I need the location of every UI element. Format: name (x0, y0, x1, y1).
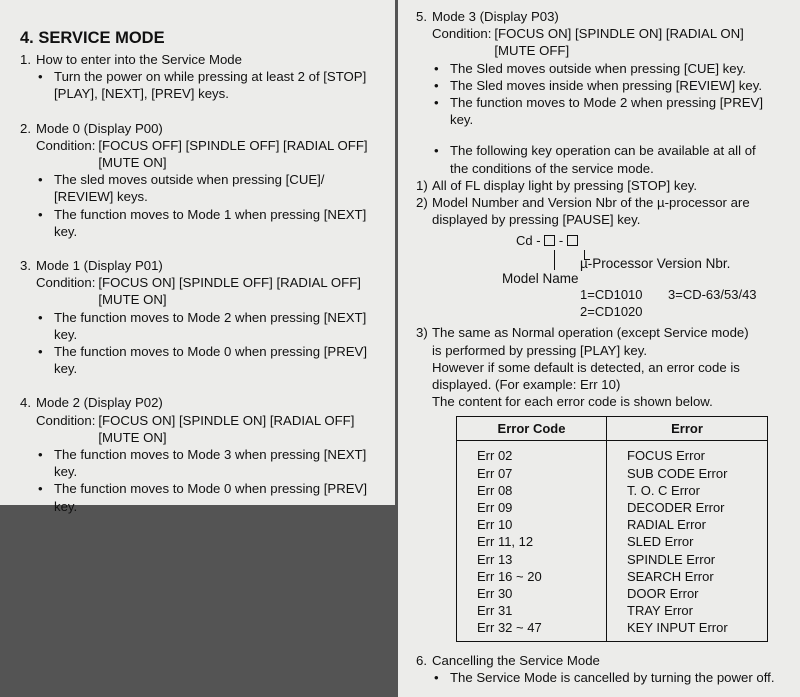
error-code-cell: Err 07 (457, 465, 607, 482)
table-row (457, 551, 768, 568)
table-row (457, 533, 768, 550)
error-name-cell: SUB CODE Error (627, 465, 728, 481)
error-table-body (457, 441, 768, 641)
table-row (457, 568, 768, 585)
error-name-cell: DECODER Error (627, 500, 725, 516)
bullet-item: • Turn the power on while pressing at least 2 of [STOP] [PLAY], [NEXT], [PREV] keys. (38, 69, 367, 102)
column-header-error: Error (607, 417, 768, 441)
item-title: Mode 2 (Display P02) (36, 395, 163, 411)
error-code-cell: Err 16 ~ 20 (457, 568, 607, 585)
section-mode-3 (416, 8, 792, 128)
note-item-2: 2) Model Number and Version Nbr of the µ-processor are displayed by pressing [PAUSE] key. (416, 195, 750, 228)
error-name-cell: FOCUS Error (627, 448, 705, 464)
bullet-item: • The Sled moves inside when pressing [REVIEW] key. (434, 77, 762, 93)
item-number: 5. (416, 9, 427, 24)
section-mode-0 (20, 120, 385, 240)
table-row (457, 499, 768, 516)
bullet-item: • The function moves to Mode 3 when pressing [NEXT] key. (38, 447, 367, 480)
bullet-item: • The function moves to Mode 0 when pressing [PREV] key. (38, 481, 367, 514)
cd-display-format: Cd - - (516, 232, 578, 249)
error-name-cell: SPINDLE Error (627, 551, 716, 567)
table-row (457, 602, 768, 619)
model-version-diagram (476, 228, 792, 320)
error-code-table (456, 416, 768, 641)
left-page (0, 0, 395, 514)
error-code-cell: Err 09 (457, 499, 607, 516)
section-mode-1 (20, 257, 385, 377)
note-bullet: • The following key operation can be available at all of the conditions of the service mode. (434, 143, 756, 176)
bullet-item: • The function moves to Mode 2 when pressing [PREV] key. (434, 95, 763, 128)
model-option: 3=CD-63/53/43 (668, 287, 757, 303)
table-row (457, 516, 768, 533)
error-code-cell: Err 10 (457, 516, 607, 533)
condition: Condition: [FOCUS ON] [SPINDLE OFF] [RADIAL OFF] [MUTE ON] (36, 275, 361, 308)
item-title: How to enter into the Service Mode (36, 52, 242, 67)
bullet-item: • The sled moves outside when pressing [CUE]/ [REVIEW] keys. (38, 172, 325, 205)
error-code-cell: Err 11, 12 (457, 533, 607, 550)
error-name-cell: TRAY Error (627, 603, 693, 619)
error-name-cell: SLED Error (627, 534, 694, 550)
error-code-cell: Err 13 (457, 551, 607, 568)
model-name-label: Model Name (502, 271, 579, 287)
model-option: 1=CD1010 (580, 287, 643, 303)
table-row (457, 465, 768, 482)
item-number: 3. (20, 258, 31, 274)
table-row (457, 585, 768, 602)
error-name-cell: T. O. C Error (627, 482, 700, 498)
condition: Condition: [FOCUS ON] [SPINDLE ON] [RADIAL OFF] [MUTE ON] (36, 412, 355, 445)
version-label: µ-Processor Version Nbr. (580, 256, 731, 272)
note-item-3: 3) The same as Normal operation (except Service mode) is performed by pressing [PLAY] key. However if some default is detected, an error code is displayed. (For example: Err 10) The content for each error code is shown below. (416, 325, 749, 410)
model-pointer-line (554, 250, 555, 270)
error-name-cell: DOOR Error (627, 586, 699, 602)
table-row (457, 482, 768, 499)
section-cancel-service-mode (416, 652, 792, 686)
model-option: 2=CD1020 (580, 304, 643, 320)
section-enter-service-mode (20, 51, 385, 103)
right-page (398, 0, 800, 697)
error-name-cell: SEARCH Error (627, 568, 714, 584)
bullet-item: • The function moves to Mode 2 when pressing [NEXT] key. (38, 309, 367, 342)
bullet-item: • The Service Mode is cancelled by turning the power off. (434, 669, 775, 685)
condition: Condition: [FOCUS ON] [SPINDLE ON] [RADIAL ON] [MUTE OFF] (432, 26, 744, 59)
column-header-error-code: Error Code (457, 417, 607, 441)
bullet-item: • The Sled moves outside when pressing [CUE] key. (434, 60, 746, 76)
item-title: Mode 0 (Display P00) (36, 120, 163, 136)
error-code-cell: Err 30 (457, 585, 607, 602)
table-row (457, 619, 768, 641)
item-title: Mode 3 (Display P03) (432, 9, 559, 24)
item-number: 6. (416, 652, 427, 668)
item-title: Mode 1 (Display P01) (36, 258, 163, 274)
error-code-cell: Err 32 ~ 47 (457, 619, 607, 641)
bullet-item: • The function moves to Mode 1 when pressing [NEXT] key. (38, 206, 367, 239)
error-name-cell: RADIAL Error (627, 517, 706, 533)
condition: Condition: [FOCUS OFF] [SPINDLE OFF] [RADIAL OFF] [MUTE ON] (36, 137, 368, 171)
item-number: 1. (20, 52, 31, 67)
item-title: Cancelling the Service Mode (432, 652, 600, 668)
error-code-cell: Err 02 (457, 441, 607, 465)
error-name-cell: KEY INPUT Error (627, 620, 728, 636)
model-box (544, 235, 555, 246)
error-code-cell: Err 31 (457, 602, 607, 619)
bullet-item: • The function moves to Mode 0 when pressing [PREV] key. (38, 344, 367, 377)
section-heading: 4. SERVICE MODE (20, 29, 165, 47)
error-code-cell: Err 08 (457, 482, 607, 499)
table-row (457, 441, 768, 465)
note-item-1: 1) All of FL display light by pressing [STOP] key. (416, 177, 698, 193)
item-number: 4. (20, 395, 31, 411)
section-mode-2 (20, 394, 385, 514)
item-number: 2. (20, 120, 31, 136)
version-box (567, 235, 578, 246)
